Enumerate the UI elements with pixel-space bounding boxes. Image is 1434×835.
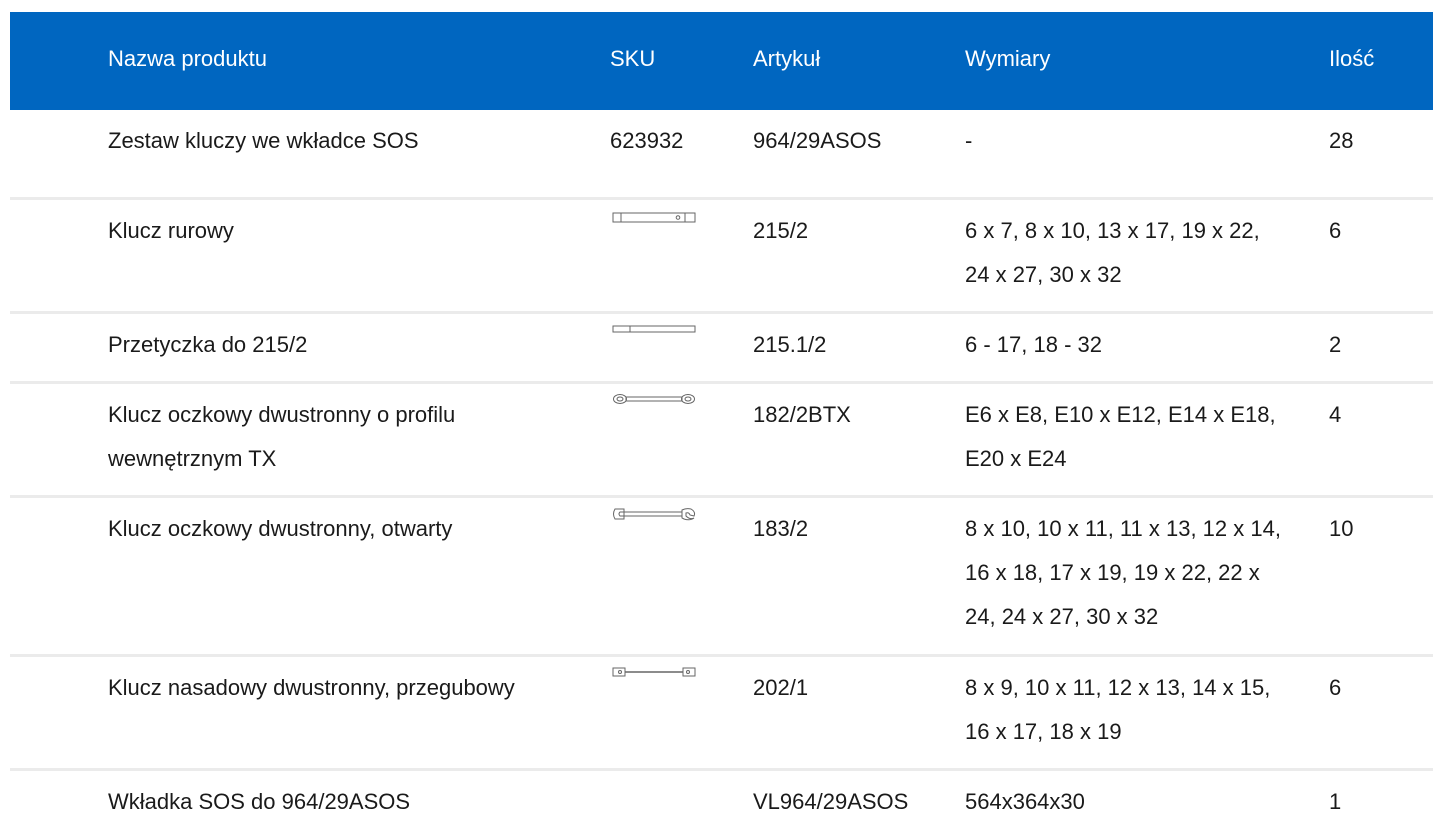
row-name: Klucz oczkowy dwustronny, otwarty	[108, 516, 453, 541]
row-article: VL964/29ASOS	[753, 789, 909, 814]
row-quantity: 4	[1329, 402, 1342, 427]
row-quantity: 28	[1329, 128, 1354, 153]
table-row	[10, 200, 1433, 314]
table-row	[10, 771, 1433, 835]
row-sku: 623932	[610, 128, 684, 153]
row-dimensions: E6 x E8, E10 x E12, E14 x E18, E20 x E24	[965, 402, 1276, 471]
row-dimensions: 8 x 10, 10 x 11, 11 x 13, 12 x 14, 16 x 18, 17 x 19, 19 x 22, 22 x 24, 24 x 27, 30 x 32	[965, 516, 1281, 629]
tube-wrench-icon	[612, 211, 696, 225]
tommy-bar-icon	[612, 323, 696, 337]
header-dimensions: Wymiary	[965, 46, 1051, 71]
ring-wrench-icon	[612, 393, 696, 407]
row-article: 183/2	[753, 516, 809, 541]
row-quantity: 6	[1329, 218, 1342, 243]
row-name: Przetyczka do 215/2	[108, 332, 308, 357]
header-quantity: Ilość	[1329, 46, 1375, 71]
row-article: 964/29ASOS	[753, 128, 882, 153]
row-name: Klucz oczkowy dwustronny o profilu wewnętrznym TX	[108, 402, 456, 471]
row-name: Zestaw kluczy we wkładce SOS	[108, 128, 419, 153]
row-dimensions: 6 x 7, 8 x 10, 13 x 17, 19 x 22, 24 x 27, 30 x 32	[965, 218, 1260, 287]
row-name: Wkładka SOS do 964/29ASOS	[108, 789, 411, 814]
flare-nut-wrench-icon	[612, 507, 696, 521]
row-quantity: 1	[1329, 789, 1342, 814]
row-article: 215.1/2	[753, 332, 827, 357]
row-dimensions: 564x364x30	[965, 789, 1085, 814]
swivel-socket-wrench-icon	[612, 666, 696, 680]
row-quantity: 2	[1329, 332, 1342, 357]
row-article: 202/1	[753, 675, 809, 700]
row-dimensions: 8 x 9, 10 x 11, 12 x 13, 14 x 15, 16 x 17, 18 x 19	[965, 675, 1271, 744]
table-row	[10, 314, 1433, 384]
row-name: Klucz nasadowy dwustronny, przegubowy	[108, 675, 515, 700]
table-row	[10, 384, 1433, 498]
row-name: Klucz rurowy	[108, 218, 234, 243]
row-dimensions: -	[965, 128, 973, 153]
header-name: Nazwa produktu	[108, 46, 267, 71]
header-article: Artykuł	[753, 46, 821, 71]
row-article: 182/2BTX	[753, 402, 851, 427]
row-quantity: 6	[1329, 675, 1342, 700]
header-sku: SKU	[610, 46, 656, 71]
row-quantity: 10	[1329, 516, 1354, 541]
product-table	[10, 12, 1433, 835]
table-row	[10, 657, 1433, 771]
table-row	[10, 498, 1433, 657]
table-header	[10, 12, 1433, 110]
table-row	[10, 110, 1433, 200]
row-article: 215/2	[753, 218, 809, 243]
row-dimensions: 6 - 17, 18 - 32	[965, 332, 1102, 357]
